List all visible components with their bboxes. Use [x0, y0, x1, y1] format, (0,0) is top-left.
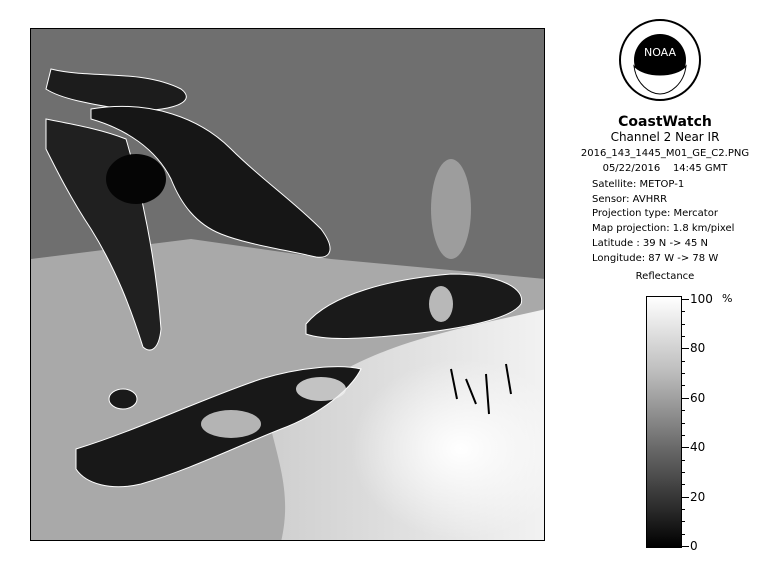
- cloud-streak: [431, 159, 471, 259]
- colorbar-minor-tick: [681, 534, 685, 535]
- colorbar-tick-label: 60: [690, 390, 706, 405]
- colorbar-minor-tick: [681, 460, 685, 461]
- lake-huron-dark-patch: [106, 154, 166, 204]
- colorbar-tick: [681, 299, 689, 300]
- noaa-logo-icon: [618, 18, 702, 102]
- channel-label: Channel 2 Near IR: [610, 130, 720, 144]
- colorbar-tick: [681, 398, 689, 399]
- colorbar-minor-tick: [681, 484, 685, 485]
- colorbar-tick: [681, 447, 689, 448]
- colorbar-tick-label: 40: [690, 440, 706, 455]
- lake-erie-cloud-east: [296, 377, 346, 401]
- colorbar-tick: [681, 497, 689, 498]
- projection-type-label: Projection type: Mercator: [592, 208, 718, 219]
- date-value: 05/22/2016: [602, 163, 661, 174]
- latitude-label: Latitude : 39 N -> 45 N: [592, 238, 708, 249]
- datetime-label: [560, 163, 770, 175]
- colorbar-minor-tick: [681, 311, 685, 312]
- colorbar-minor-tick: [681, 509, 685, 510]
- colorbar-minor-tick: [681, 385, 685, 386]
- colorbar-minor-tick: [681, 410, 685, 411]
- colorbar-tick-label: 100: [690, 292, 713, 306]
- map-imagery: [31, 29, 545, 541]
- sensor-label: Sensor: AVHRR: [592, 194, 668, 205]
- colorbar-minor-tick: [681, 472, 685, 473]
- colorbar-title: Reflectance: [635, 271, 695, 282]
- filename-label: 2016_143_1445_M01_GE_C2.PNG: [580, 148, 750, 159]
- colorbar-tick-label: 20: [690, 489, 706, 504]
- time-value: 14:45 GMT: [672, 163, 728, 174]
- colorbar-unit: %: [722, 292, 733, 305]
- colorbar-tick: [681, 348, 689, 349]
- lake-ontario-cloud: [429, 286, 453, 322]
- colorbar-minor-tick: [681, 373, 685, 374]
- reflectance-colorbar: [646, 296, 682, 548]
- colorbar-tick-label: 80: [690, 341, 706, 356]
- satellite-image-map[interactable]: [30, 28, 545, 541]
- map-projection-label: Map projection: 1.8 km/pixel: [592, 223, 735, 234]
- lake-erie-cloud: [201, 410, 261, 438]
- colorbar-minor-tick: [681, 435, 685, 436]
- colorbar-minor-tick: [681, 324, 685, 325]
- longitude-label: Longitude: 87 W -> 78 W: [592, 253, 719, 264]
- svg-text:NOAA: NOAA: [643, 46, 677, 59]
- satellite-label: Satellite: METOP-1: [592, 179, 685, 190]
- colorbar-minor-tick: [681, 361, 685, 362]
- colorbar-minor-tick: [681, 423, 685, 424]
- colorbar-tick: [681, 546, 689, 547]
- product-title: CoastWatch: [618, 114, 712, 130]
- colorbar-tick-label: 0: [690, 539, 698, 553]
- lake-st-clair: [109, 389, 137, 409]
- colorbar-minor-tick: [681, 521, 685, 522]
- colorbar-minor-tick: [681, 336, 685, 337]
